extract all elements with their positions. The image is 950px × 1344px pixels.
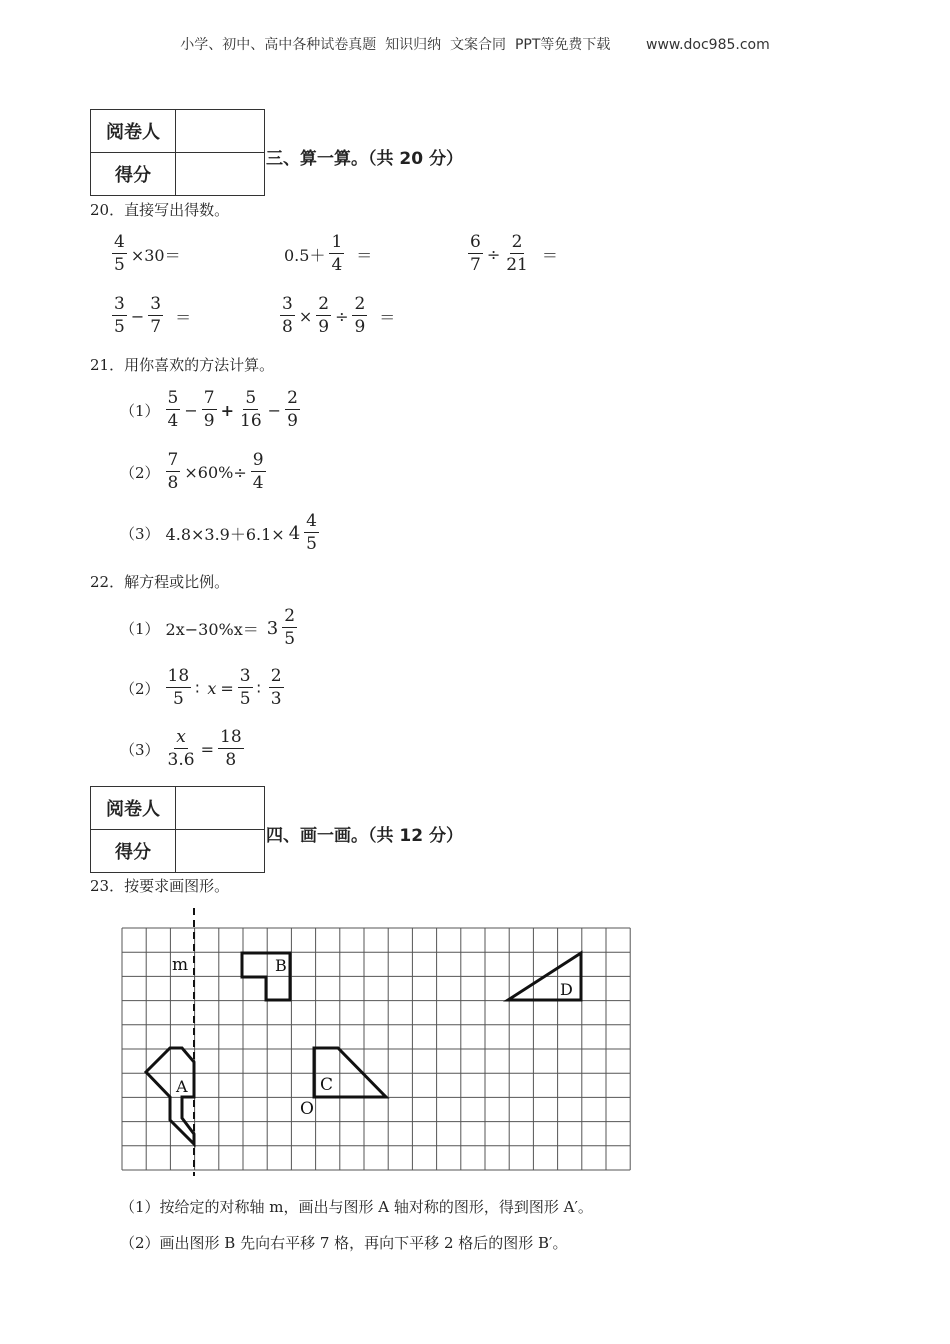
section3-title: 三、算一算。（共 20 分） [266, 149, 463, 169]
q21-part-2: （2） $\frac{7}{8}$ ×60%÷ $\frac{9}{4}$ [120, 450, 264, 493]
reviewer-label: 阅卷人 [91, 110, 176, 153]
fraction: $\frac{4}{5}$ [306, 511, 317, 554]
q20-prompt: 20．直接写出得数。 [90, 201, 230, 219]
q22-part-1: （1） 2x−30%x＝ 3 $\frac{2}{5}$ [120, 606, 296, 649]
fraction: $\frac{3}{5}$ [239, 666, 251, 709]
fraction: $\frac{9}{4}$ [252, 450, 264, 493]
label-m: m [172, 955, 189, 975]
label-b: B [275, 956, 287, 975]
q20-item-a: $\frac{4}{5}$ ×30＝ [114, 232, 181, 275]
fraction: $\frac{2}{9}$ [318, 294, 330, 337]
label-c: C [320, 1075, 334, 1095]
score-label: 得分 [91, 830, 176, 873]
q23-prompt: 23．按要求画图形。 [90, 877, 230, 895]
fraction: $\frac{3}{5}$ [114, 294, 125, 337]
fraction: $\frac{2}{21}$ [506, 232, 528, 275]
header-text: 小学、初中、高中各种试卷真题 知识归纳 文案合同 PPT等免费下载 [180, 37, 611, 53]
header-url[interactable]: www.doc985.com [646, 37, 770, 53]
reviewer-label: 阅卷人 [91, 787, 176, 830]
q21-part-1: （1） $\frac{5}{4}$ − $\frac{7}{9}$ + $\frac{5}{16}$ − $\frac{2}{9}$ [120, 388, 298, 431]
score-cell[interactable] [176, 153, 265, 196]
fraction: $\frac{2}{9}$ [287, 388, 298, 431]
fraction: $\frac{1}{4}$ [331, 232, 343, 275]
fraction: $\frac{2}{9}$ [354, 294, 366, 337]
fraction: $\frac{18}{5}$ [167, 666, 190, 709]
fraction: $\frac{4}{5}$ [114, 232, 125, 275]
fraction: $\frac{5}{4}$ [167, 388, 179, 431]
fraction: $\frac{3}{8}$ [282, 294, 293, 337]
grid-lines [122, 928, 630, 1170]
score-table-section4 [90, 786, 265, 873]
fraction: $\frac{5}{16}$ [240, 388, 262, 431]
fraction: $\frac{6}{7}$ [470, 232, 481, 275]
fraction: $\frac{18}{8}$ [220, 727, 242, 770]
section4-title: 四、画一画。（共 12 分） [266, 826, 463, 846]
fraction: $\frac{7}{8}$ [167, 450, 179, 493]
q22-prompt: 22．解方程或比例。 [90, 573, 230, 591]
q20-item-e: $\frac{3}{8}$ × $\frac{2}{9}$ ÷ $\frac{2}{9}$ ＝ [282, 294, 396, 337]
q22-part-3: （3） $\frac{x}{3.6}$ = $\frac{18}{8}$ [120, 727, 242, 770]
score-cell[interactable] [176, 830, 265, 873]
q20-item-d: $\frac{3}{5}$ − $\frac{3}{7}$ ＝ [114, 294, 192, 337]
graph-grid [118, 906, 634, 1176]
score-table-section3 [90, 109, 265, 196]
fraction: $\frac{3}{7}$ [150, 294, 162, 337]
page-header [0, 34, 950, 54]
q21-prompt: 21．用你喜欢的方法计算。 [90, 356, 275, 374]
fraction: $\frac{7}{9}$ [203, 388, 215, 431]
q23-sub-2: （2）画出图形 B 先向右平移 7 格，再向下平移 2 格后的图形 B′。 [120, 1234, 568, 1252]
reviewer-cell[interactable] [176, 787, 265, 830]
fraction: $\frac{x}{3.6}$ [167, 727, 195, 770]
q23-sub-1: （1）按给定的对称轴 m，画出与图形 A 轴对称的图形，得到图形 A′。 [120, 1198, 593, 1216]
score-label: 得分 [91, 153, 176, 196]
label-o: O [300, 1099, 314, 1119]
fraction: $\frac{2}{3}$ [270, 666, 282, 709]
fraction: $\frac{2}{5}$ [284, 606, 296, 649]
label-d: D [560, 980, 573, 999]
q20-item-b: 0.5＋ $\frac{1}{4}$ ＝ [284, 232, 373, 275]
q20-item-c: $\frac{6}{7}$ ÷ $\frac{2}{21}$ ＝ [470, 232, 558, 275]
reviewer-cell[interactable] [176, 110, 265, 153]
label-a: A [176, 1077, 188, 1096]
q21-part-3: （3） 4.8×3.9＋6.1× 4 $\frac{4}{5}$ [120, 511, 317, 554]
q22-part-2: （2） $\frac{18}{5}$ ∶ x = $\frac{3}{5}$ ∶ $\frac{2}{3}$ [120, 666, 282, 709]
